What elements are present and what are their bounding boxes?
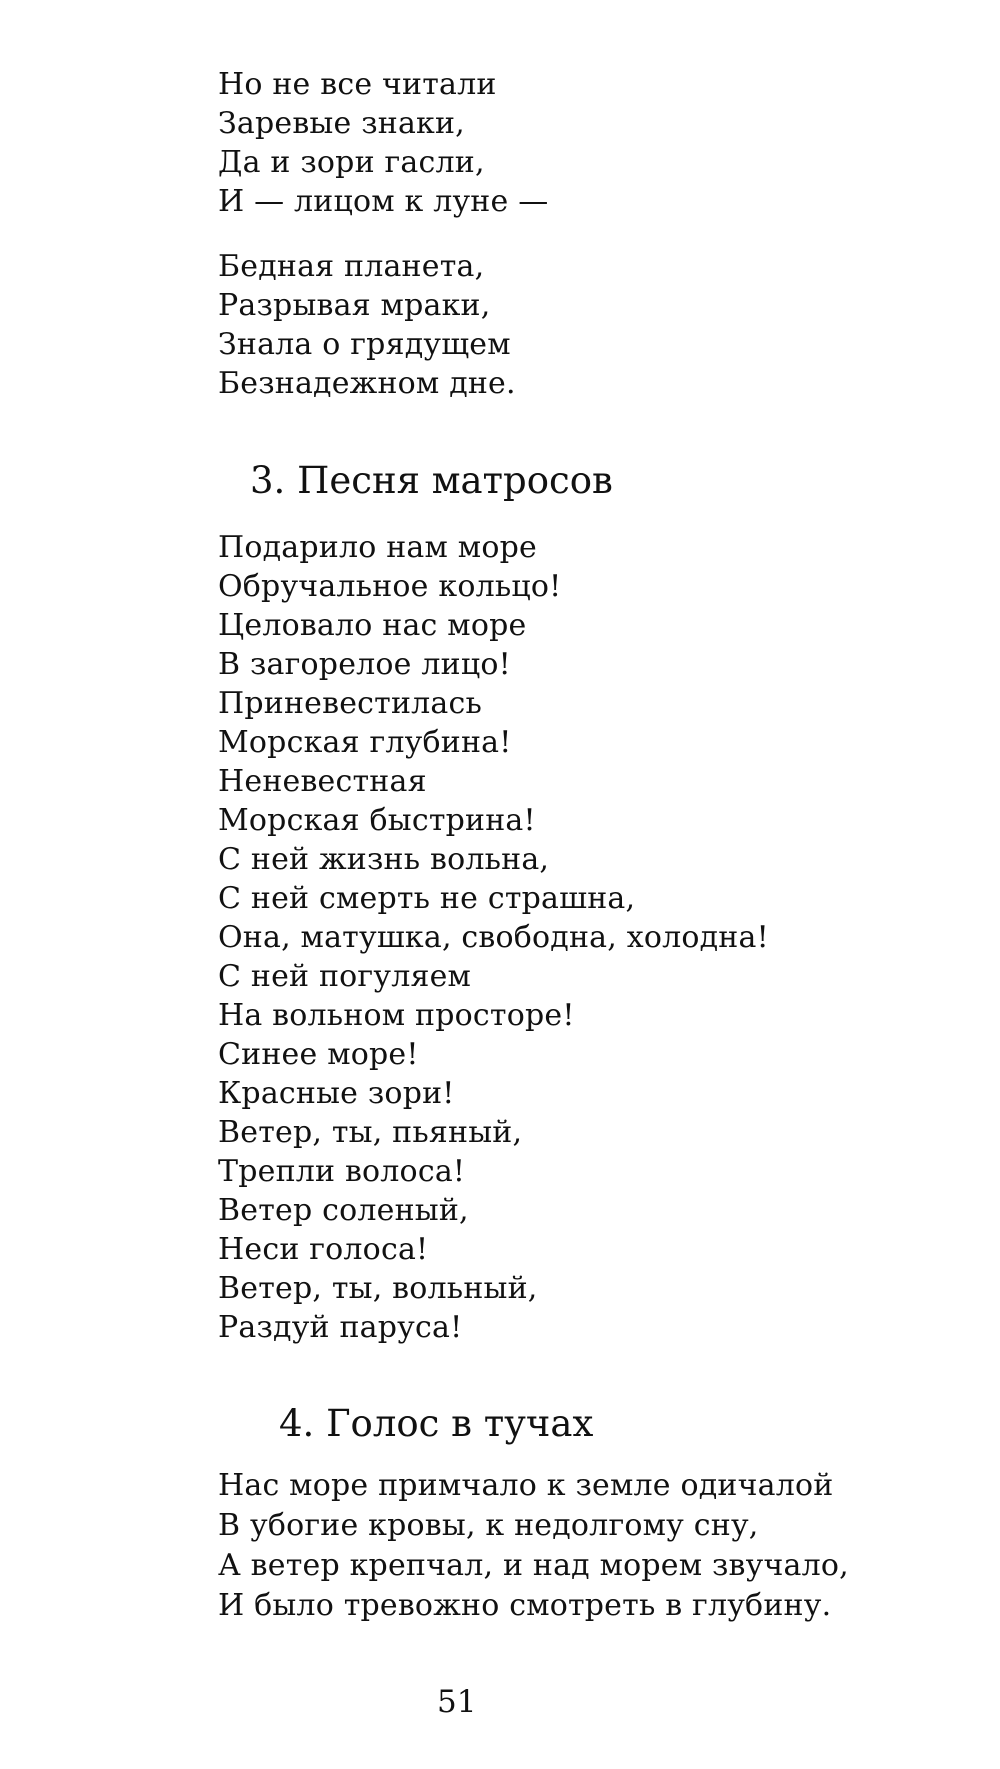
verse-line: Бедная планета, xyxy=(218,249,485,284)
verse-line: С ней смерть не страшна, xyxy=(218,881,636,916)
verse-line: Неси голоса! xyxy=(218,1232,429,1267)
verse-line: Но не все читали xyxy=(218,67,497,102)
verse-line: В загорелое лицо! xyxy=(218,647,511,682)
verse-line: Неневестная xyxy=(218,764,427,799)
poem-voice-in-clouds xyxy=(218,1466,849,1626)
verse-line: Нас море примчало к земле одичалой xyxy=(218,1468,834,1503)
poem-song-of-sailors xyxy=(218,528,769,1347)
verse-line: Красные зори! xyxy=(218,1076,455,1111)
verse-line: Трепли волоса! xyxy=(218,1154,466,1189)
page-number: 51 xyxy=(437,1684,477,1720)
verse-line: Разрывая мраки, xyxy=(218,288,491,323)
verse-line: Ветер соленый, xyxy=(218,1193,469,1228)
verse-line: Синее море! xyxy=(218,1037,419,1072)
verse-line: Подарило нам море xyxy=(218,530,537,565)
verse-line: Ветер, ты, пьяный, xyxy=(218,1115,523,1150)
verse-line: Морская быстрина! xyxy=(218,803,536,838)
verse-line: Да и зори гасли, xyxy=(218,145,485,180)
verse-line: И было тревожно смотреть в глубину. xyxy=(218,1588,832,1623)
verse-line: Приневестилась xyxy=(218,686,483,721)
stanza-2 xyxy=(218,247,516,403)
verse-line: На вольном просторе! xyxy=(218,998,575,1033)
verse-line: А ветер крепчал, и над морем звучало, xyxy=(218,1548,849,1583)
verse-line: И — лицом к луне — xyxy=(218,184,549,219)
verse-line: С ней жизнь вольна, xyxy=(218,842,550,877)
stanza-1 xyxy=(218,65,548,221)
verse-line: Раздуй паруса! xyxy=(218,1310,463,1345)
verse-line: Ветер, ты, вольный, xyxy=(218,1271,538,1306)
verse-line: Безнадежном дне. xyxy=(218,366,516,401)
verse-line: Морская глубина! xyxy=(218,725,512,760)
verse-line: Обручальное кольцо! xyxy=(218,569,562,604)
verse-line: В убогие кровы, к недолгому сну, xyxy=(218,1508,759,1543)
section-title-3: 3. Песня матросов xyxy=(250,459,613,502)
section-title-4: 4. Голос в тучах xyxy=(279,1402,594,1445)
verse-line: Целовало нас море xyxy=(218,608,527,643)
verse-line: Заревые знаки, xyxy=(218,106,465,141)
verse-line: С ней погуляем xyxy=(218,959,472,994)
verse-line: Знала о грядущем xyxy=(218,327,511,362)
verse-line: Она, матушка, свободна, холодна! xyxy=(218,920,769,955)
